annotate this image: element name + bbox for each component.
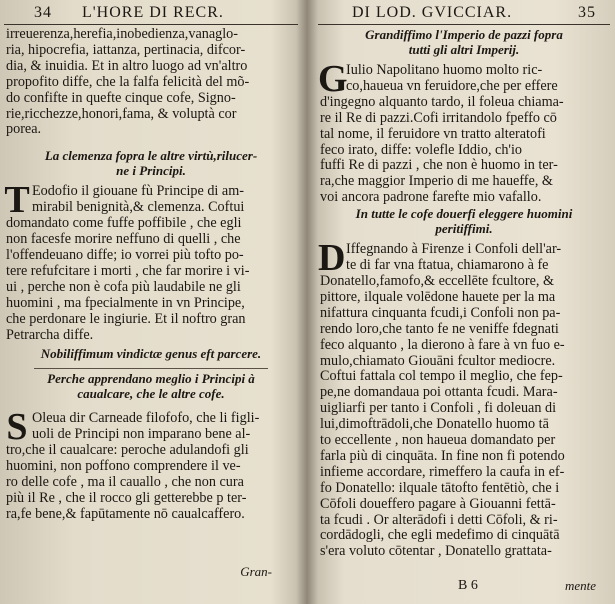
text-line: feco alquanto , la dierono à fare à vn fuo e- — [320, 337, 565, 353]
text-line: cordādogli, che egli medefimo di cinquātā — [320, 528, 560, 544]
text-line: Eodofio il giouane fù Principe di am- — [32, 184, 244, 200]
right-running-title: DI LOD. GVICCIAR. — [352, 4, 513, 21]
heading-line: ne i Principi. — [116, 163, 186, 179]
text-line: rie,ricchezze,honori,fama, & voluptà cor — [6, 106, 237, 122]
heading-line: Perche apprendano meglio i Principi à — [47, 371, 255, 387]
left-page — [4, 2, 298, 602]
heading-line: tutti gli altri Imperij. — [408, 42, 520, 57]
text-line: d'ingegno alquanto tardo, il foleua chiama- — [320, 94, 564, 110]
heading-line: peritiffimi. — [435, 221, 493, 237]
text-line: uoli de Principi non imparano bene al- — [32, 427, 251, 443]
text-line: fo Donatello: ilquale tātofto fentētiò, che i — [320, 480, 560, 496]
text-line: mirabil benignità,& clemenza. Coftui — [32, 200, 245, 216]
text-line: pittore, ilquale volēdone hauete per la ma — [320, 289, 556, 305]
text-line: Iulio Napolitano huomo molto ric- — [346, 63, 543, 78]
left-running-head — [4, 2, 298, 25]
right-catchword: mente — [564, 578, 596, 593]
text-line: nifattura cinquanta fcudi,i Confoli non pa- — [320, 305, 561, 321]
text-line: ra,fe bene,& fapūtamente nō caualcaffero. — [6, 506, 245, 522]
text-line: ui , perche non è cofa più laudabile ne gli — [6, 279, 241, 295]
text-line: Petrarcha diffe. — [6, 327, 94, 343]
text-line: huomini , ma fpecialmente in vn Principe, — [6, 295, 245, 311]
text-line: l'offendeuano diffe; io vorrei più tofto po- — [6, 247, 244, 263]
right-running-head — [318, 2, 610, 25]
text-line: più il Re , che il rocco gli getterebbe p ter- — [6, 490, 247, 506]
text-line: ta fcudi . Or alterādofi i detti Cōfoli, & ri- — [320, 512, 558, 528]
text-line: to eccellente , non haueua domandato per — [320, 433, 556, 449]
text-line: farla più di cinquāta. In fine non fi potendo — [320, 448, 565, 464]
text-line: feco irato, diffe: volefle Iddio, ch'io — [320, 142, 523, 158]
text-line: uigliarfi per tanto i Confoli , fi doleuan di — [320, 401, 557, 417]
text-line: rendo loro,che tanto fe ne veniffe fdegnati — [320, 321, 559, 337]
heading-line: Grandiffimo l'Imperio de pazzi fopra — [365, 27, 563, 42]
left-running-title: L'HORE DI RECR. — [82, 4, 224, 21]
text-line: re il Re di pazzi.Cofi irritandolo fpeffo cō — [320, 110, 557, 126]
left-catchword: Gran- — [240, 564, 272, 579]
heading-line: La clemenza fopra le altre virtù,rilucer- — [44, 148, 258, 164]
text-line: voi ancora padrone farefte mio vafallo. — [320, 190, 542, 206]
section-heading-clemenza — [4, 148, 298, 178]
paragraph-carneade — [4, 406, 298, 522]
right-page-number: 35 — [578, 4, 596, 21]
text-line: s'era voluto cōtentar , Donatello grattata- — [320, 544, 552, 560]
drop-cap-initial: G — [318, 58, 348, 100]
text-line: che perdonare le ingiurie. Et il noftro gran — [6, 311, 246, 327]
text-line: Donatello,famofo,& eccellēte fcultore, & — [320, 273, 554, 289]
heading-line: caualcare, che le altre cofe. — [77, 386, 225, 402]
text-line: tro,che il caualcare: peroche adulandofi gli — [6, 443, 249, 459]
section-divider — [34, 368, 268, 369]
paragraph-giulio — [318, 58, 610, 206]
text-line: co,haueua vn feruidore,che per effere — [346, 78, 558, 94]
paragraph-teodosio — [4, 179, 298, 343]
text-line: pe,ne domandaua poi ottanta fcudi. Mara- — [320, 385, 558, 401]
section-heading-peritissimi — [318, 206, 610, 236]
text-line: tal nome, il feruidore vn tratto alteratofi — [320, 126, 546, 142]
text-line: ro delle cofe , ma il cauallo , che non cura — [6, 475, 244, 491]
text-line: te di far vna ftatua, chiamarono à fe — [346, 258, 549, 274]
book-gutter — [296, 0, 318, 604]
left-intro-text — [4, 27, 298, 138]
section-heading-imperio-pazzi — [318, 27, 610, 57]
left-page-number: 34 — [34, 4, 52, 21]
latin-motto: Nobiliffimum vindictæ genus eft parcere. — [40, 346, 262, 362]
text-line: Oleua dir Carneade filofofo, che li figli- — [32, 411, 260, 427]
paragraph-donatello — [318, 237, 610, 560]
text-line: fuffi Re di pazzi , che non è huomo in ter- — [320, 158, 558, 174]
text-line: propofito diffe, che la falfa felicità del mõ- — [6, 74, 250, 90]
text-line: do confifte in quefte cinque cofe, Signo- — [6, 90, 236, 106]
text-line: non facesfe morire neffuno di quelli , che — [6, 232, 241, 248]
text-line: dia, & inuidia. Et in altro luogo ad vn'altro — [6, 58, 248, 74]
text-line: infieme accordare, rimeffero la caufa in ef- — [320, 464, 565, 480]
section-heading-caualcare — [4, 371, 298, 401]
text-line: Cōfoli doueffero pagare à Giouanni fettā- — [320, 496, 556, 512]
drop-cap-initial: T — [4, 179, 30, 222]
text-line: domandato come fuffe poffibile , che egli — [6, 216, 242, 232]
text-line: ria, hipocrefia, iattanza, pertinacia, difcor- — [6, 42, 246, 58]
text-line: tere refufcitare i morti , che far morire i vi- — [6, 263, 250, 279]
text-line: lui,dimoftrādoli,che Donatello huomo tā — [320, 417, 549, 433]
text-line: mulo,chiamato Giouāni fcultor mediocre. — [320, 353, 556, 369]
text-line: porea. — [6, 122, 42, 138]
drop-cap-initial: S — [6, 406, 28, 449]
text-line: huomini, non poffono comprendere il ve- — [6, 459, 241, 475]
text-line: ra,che maggior Imperio di me haueffe, & — [320, 174, 553, 190]
heading-line: In tutte le cofe douerfi eleggere huomini — [355, 206, 573, 222]
text-line: Coftui fattala col tempo il meglio, che fep- — [320, 369, 563, 385]
text-line: Iffegnando à Firenze i Confoli dell'ar- — [346, 242, 562, 258]
right-page — [318, 2, 610, 602]
text-line: irreuerenza,herefia,inobedienza,vanaglo- — [6, 27, 238, 42]
drop-cap-initial: D — [318, 237, 346, 280]
signature-mark: B 6 — [458, 578, 478, 593]
